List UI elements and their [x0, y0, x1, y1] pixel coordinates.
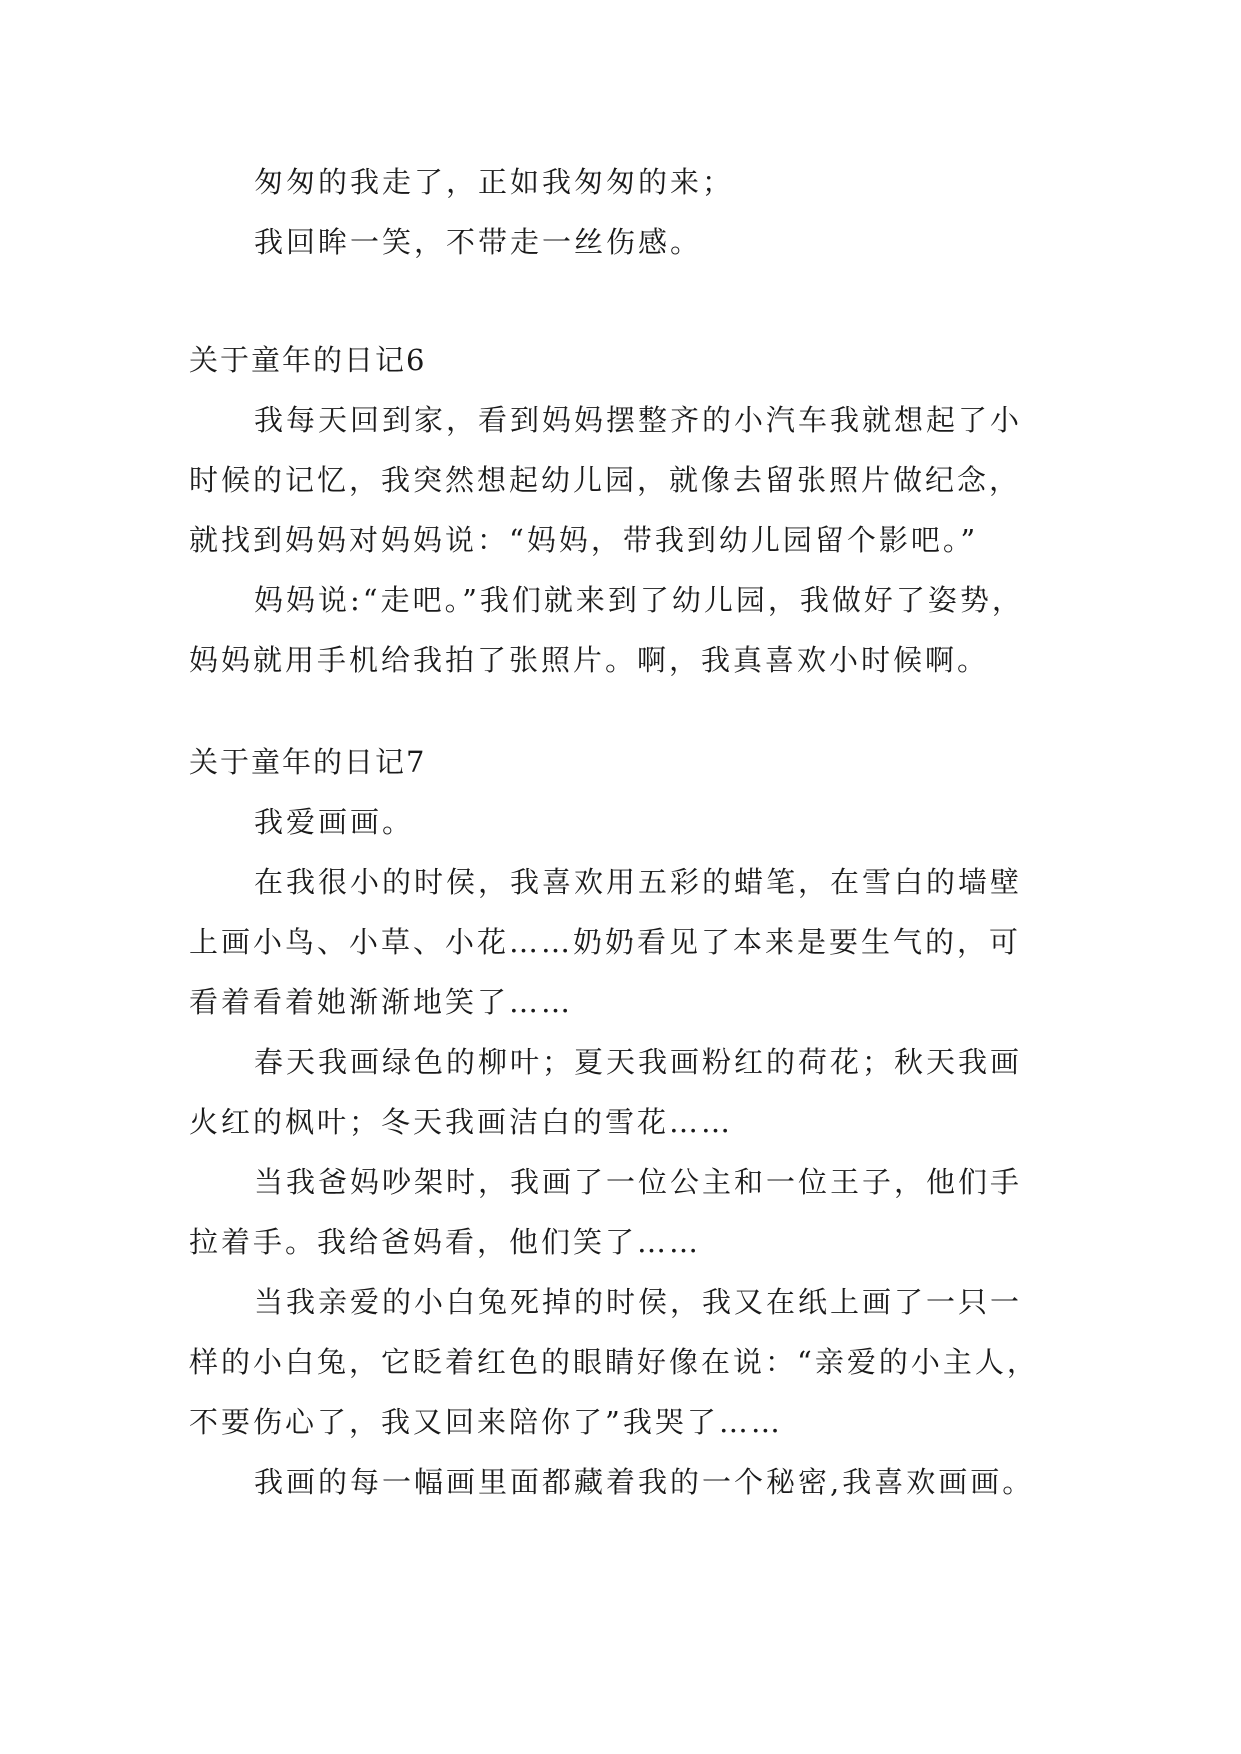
paragraph-line: 妈妈就用手机给我拍了张照片。啊，我真喜欢小时候啊。 [189, 643, 990, 677]
paragraph-line: 拉着手。我给爸妈看，他们笑了…… [189, 1225, 702, 1259]
paragraph-line: 妈妈说:“走吧。”我们就来到了幼儿园，我做好了姿势， [254, 583, 1024, 617]
paragraph-line: 我每天回到家，看到妈妈摆整齐的小汽车我就想起了小 [254, 403, 1023, 437]
paragraph-line: 上画小鸟、小草、小花……奶奶看见了本来是要生气的，可 [189, 925, 1022, 959]
section-heading: 关于童年的日记6 [189, 343, 427, 377]
section-heading: 关于童年的日记7 [189, 745, 427, 779]
paragraph-line: 就找到妈妈对妈妈说：“妈妈，带我到幼儿园留个影吧。” [189, 523, 979, 557]
paragraph-line: 看着看着她渐渐地笑了…… [189, 985, 574, 1019]
paragraph-line: 火红的枫叶；冬天我画洁白的雪花…… [189, 1105, 734, 1139]
paragraph-line: 不要伤心了，我又回来陪你了”我哭了…… [189, 1405, 783, 1439]
paragraph-line: 时候的记忆，我突然想起幼儿园，就像去留张照片做纪念， [189, 463, 1022, 497]
poem-line: 我回眸一笑，不带走一丝伤感。 [254, 225, 703, 259]
poem-line: 匆匆的我走了，正如我匆匆的来； [254, 165, 735, 199]
paragraph-line: 当我爸妈吵架时，我画了一位公主和一位王子，他们手 [254, 1165, 1023, 1199]
paragraph-line: 当我亲爱的小白兔死掉的时侯，我又在纸上画了一只一 [254, 1285, 1023, 1319]
paragraph-line: 春天我画绿色的柳叶；夏天我画粉红的荷花；秋天我画 [254, 1045, 1023, 1079]
paragraph-line: 我画的每一幅画里面都藏着我的一个秘密,我喜欢画画。 [254, 1465, 1035, 1499]
paragraph-line: 在我很小的时侯，我喜欢用五彩的蜡笔，在雪白的墙壁 [254, 865, 1023, 899]
paragraph-line: 样的小白兔，它眨着红色的眼睛好像在说：“亲爱的小主人， [189, 1345, 1039, 1379]
paragraph-line: 我爱画画。 [254, 805, 415, 839]
